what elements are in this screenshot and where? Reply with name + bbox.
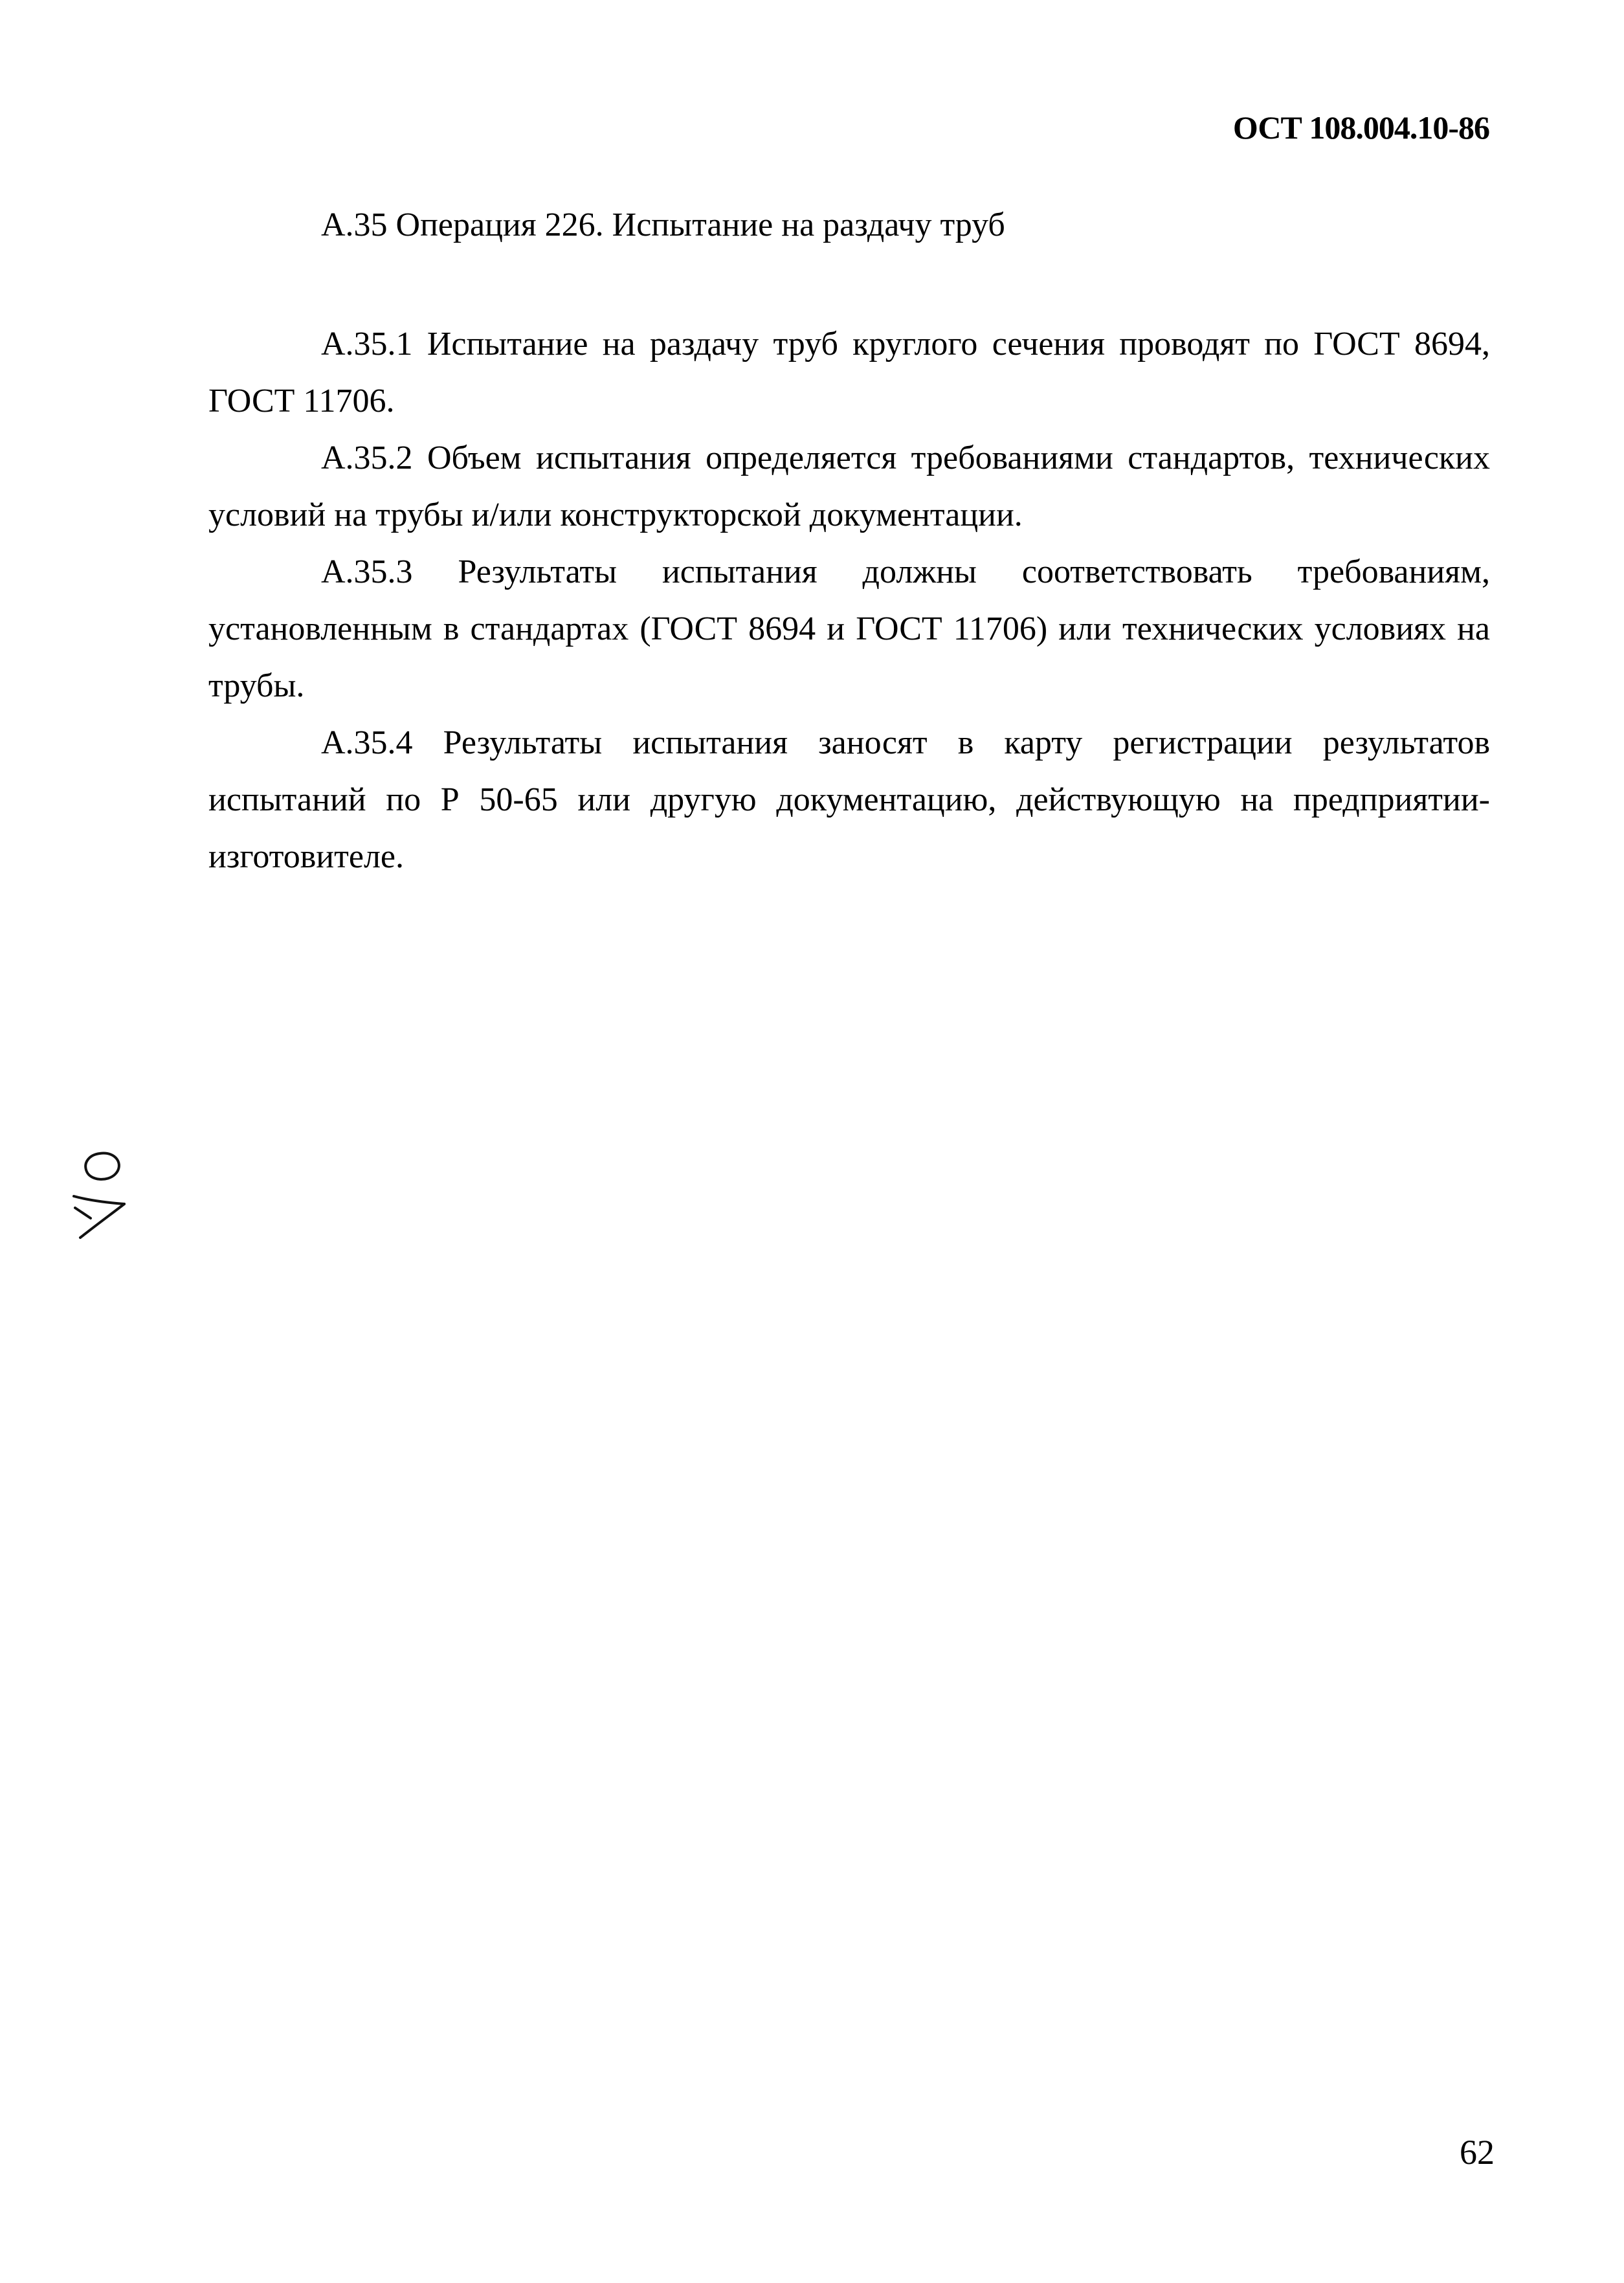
handwritten-mark-icon — [62, 1146, 133, 1243]
body-text — [208, 316, 1490, 885]
paragraph-a35-3: А.35.3 Результаты испытания должны соответствовать требованиям, установленным в стандартах (ГОСТ 8694 и ГОСТ 11706) или технических условиях на трубы. — [208, 553, 1490, 704]
paragraph-a35-1: А.35.1 Испытание на раздачу труб круглого сечения проводят по ГОСТ 8694, ГОСТ 11706. — [208, 326, 1490, 419]
paragraph-a35-4: А.35.4 Результаты испытания заносят в карту регистрации результатов испытаний по Р 50-65 или другую документацию, действующую на предприятии-изготовителе. — [208, 724, 1490, 875]
document-code: ОСТ 108.004.10-86 — [1232, 109, 1489, 146]
page-number: 62 — [1460, 2133, 1495, 2172]
section-heading: А.35 Операция 226. Испытание на раздачу труб — [321, 206, 1005, 243]
paragraph-a35-2: А.35.2 Объем испытания определяется требованиями стандартов, технических условий на трубы и/или конструкторской документации. — [208, 440, 1490, 533]
